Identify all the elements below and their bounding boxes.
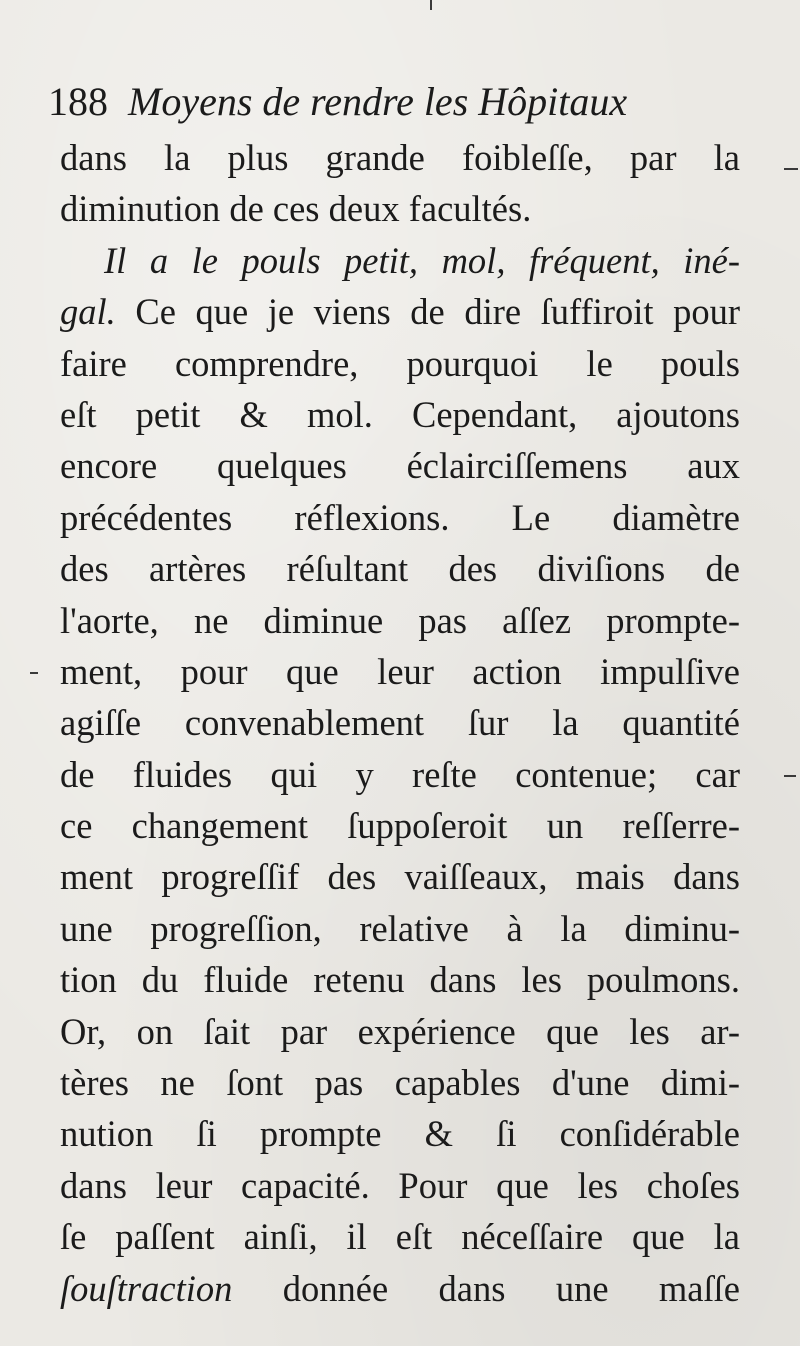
- italic-text: Il a le pouls petit, mol, fréquent, iné-: [104, 239, 740, 281]
- text-segment: dans leur capacité. Pour que les choſes: [60, 1164, 740, 1206]
- text-segment: ſe paſſent ainſi, il eſt néceſſaire que la: [60, 1216, 740, 1258]
- text-line: [60, 183, 740, 234]
- text-line: [60, 595, 740, 646]
- text-line: [60, 1006, 740, 1057]
- page-header: [48, 72, 748, 132]
- italic-text: gal.: [60, 291, 116, 333]
- text-segment: encore quelques éclairciſſemens aux: [60, 445, 740, 487]
- text-segment: l'aorte, ne diminue pas aſſez prompte-: [60, 599, 740, 641]
- text-segment: nution ſi prompte & ſi conſidérable: [60, 1113, 740, 1155]
- text-segment: des artères réſultant des diviſions de: [60, 548, 740, 590]
- text-segment: faire comprendre, pourquoi le pouls: [60, 342, 740, 384]
- text-segment: ce changement ſuppoſeroit un reſſerre-: [60, 805, 740, 847]
- running-title: Moyens de rendre les Hôpitaux: [128, 79, 628, 124]
- text-segment: tères ne ſont pas capables d'une dimi-: [60, 1062, 740, 1104]
- text-line: [60, 1108, 740, 1159]
- text-line: [60, 235, 740, 286]
- text-line: [60, 132, 740, 183]
- edge-mark: [430, 0, 432, 10]
- text-segment: ment progreſſif des vaiſſeaux, mais dans: [60, 856, 740, 898]
- text-segment: eſt petit & mol. Cependant, ajoutons: [60, 393, 740, 435]
- text-line: [60, 286, 740, 337]
- edge-mark: [30, 672, 38, 674]
- text-line: [60, 1160, 740, 1211]
- text-segment: tion du fluide retenu dans les poulmons.: [60, 959, 740, 1001]
- text-segment: Ce que je viens de dire ſuffiroit pour: [115, 291, 740, 333]
- text-line: [60, 646, 740, 697]
- text-line: [60, 749, 740, 800]
- text-line: [60, 338, 740, 389]
- text-segment: précédentes réflexions. Le diamètre: [60, 496, 740, 538]
- edge-mark: [784, 775, 796, 777]
- text-line: [60, 903, 740, 954]
- text-line: [60, 440, 740, 491]
- text-segment: de fluides qui y reſte contenue; car: [60, 753, 740, 795]
- text-segment: donnée dans une maſſe: [232, 1267, 740, 1309]
- text-segment: diminution de ces deux facultés.: [60, 188, 532, 230]
- text-line: [60, 1263, 740, 1314]
- text-line: [60, 800, 740, 851]
- body-text: [60, 132, 740, 1314]
- text-segment: une progreſſion, relative à la diminu-: [60, 907, 740, 949]
- text-line: [60, 851, 740, 902]
- text-line: [60, 492, 740, 543]
- text-segment: Or, on ſait par expérience que les ar-: [60, 1010, 740, 1052]
- text-line: [60, 1057, 740, 1108]
- text-line: [60, 697, 740, 748]
- text-segment: agiſſe convenablement ſur la quantité: [60, 702, 740, 744]
- text-segment: dans la plus grande foibleſſe, par la: [60, 137, 740, 178]
- page-number: 188: [48, 79, 108, 124]
- text-line: [60, 389, 740, 440]
- edge-mark: [784, 168, 798, 170]
- text-segment: ment, pour que leur action impulſive: [60, 650, 740, 692]
- text-line: [60, 1211, 740, 1262]
- text-line: [60, 954, 740, 1005]
- text-line: [60, 543, 740, 594]
- italic-text: ſouſtraction: [60, 1267, 233, 1309]
